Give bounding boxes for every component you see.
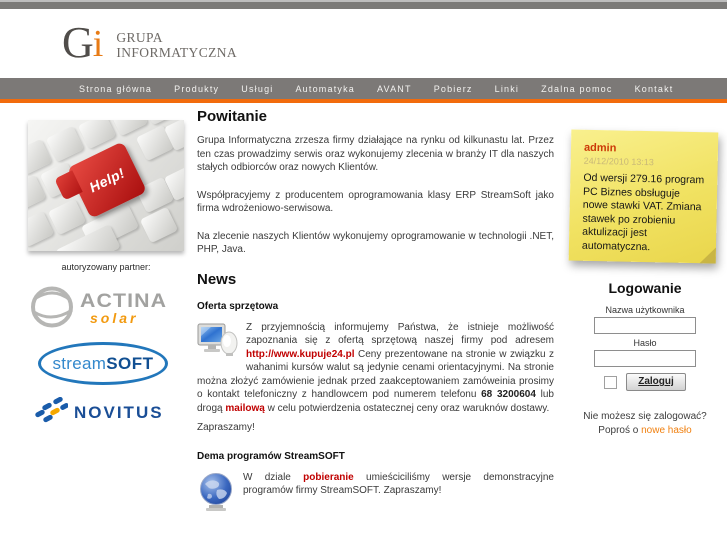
new-password-link[interactable]: nowe hasło	[641, 425, 692, 436]
news-item2-seg2: umieściciliśmy wersje demonstracyjne programów firmy StreamSOFT. Zapraszamy!	[243, 471, 554, 496]
news-item1-seg2: Ceny prezentowane na stronie w związku z wahanimi kursów walut są jedynie cenami orientacyjnymi. Na stronie można złożyć zamówienie jednak przed zaakceptowaniem zamóweinia prosimy o kontakt telefoniczny z handlowcem pod numerem telefonu	[197, 348, 554, 400]
partner-caption: autoryzowany partner:	[61, 262, 151, 272]
logo-line1: GRUPA	[116, 30, 163, 45]
novitus-name: NOVITUS	[74, 403, 164, 422]
login-button[interactable]: Zaloguj	[626, 373, 686, 391]
mail-link[interactable]: mailową	[225, 402, 265, 414]
logo-letter-g: G	[62, 18, 94, 67]
login-help	[565, 410, 725, 438]
username-input[interactable]	[594, 317, 696, 334]
nav-item-pobierz[interactable]: Pobierz	[433, 83, 473, 94]
main-nav	[0, 78, 727, 99]
computer-monitor-icon	[197, 322, 238, 367]
login-help-question: Nie możesz się zalogować?	[583, 411, 707, 422]
login-title: Logowanie	[608, 280, 682, 296]
actina-tagline: solar	[90, 310, 139, 326]
welcome-paragraph-2: Współpracyjemy z producentem oprogramowania klasy ERP StreamSoft jako firma wdrożeniowo-serwisowa.	[197, 189, 554, 214]
remember-me-checkbox[interactable]	[604, 376, 617, 389]
news-title: News	[197, 270, 237, 288]
welcome-paragraph-3: Na zlecenie naszych Klientów wykonujemy oprogramowanie w technologii .NET, PHP, Java.	[197, 230, 554, 255]
welcome-paragraph-1: Grupa Informatyczna zrzesza firmy działające na rynku od kilkunastu lat. Przez ten czas prowadzimy serwis oraz wykonujemy zlecenia w branży IT dla naszych stałych odbiorców oraz nowych Klientów.	[197, 135, 554, 173]
streamsoft-suffix: SOFT	[106, 353, 154, 373]
login-help-prefix: Poproś o	[598, 425, 642, 436]
note-date: 24/12/2010 13:13	[583, 155, 654, 168]
news-item2-seg1: W dziale	[243, 471, 304, 483]
main-content	[197, 108, 554, 525]
welcome-title: Powitanie	[197, 108, 268, 125]
nav-item-automatyka[interactable]: Automatyka	[295, 83, 356, 94]
note-body: Od wersji 279.16 program PC Biznes obsługuje nowe stawki VAT. Zmiana stawek po zrobieniu aktulizacji jest automatyczna.	[581, 171, 705, 253]
password-input[interactable]	[594, 350, 696, 367]
nav-item-zdalna-pomoc[interactable]: Zdalna pomoc	[541, 83, 613, 94]
keyboard-key	[46, 126, 84, 163]
actina-globe-icon	[30, 285, 76, 334]
password-label: Hasło	[633, 338, 657, 348]
news-item1-seg3: lub drogą	[197, 389, 554, 414]
news-item1-seg4: w celu potwierdzenia ostatecznej ceny oraz waruknów dostawy.	[264, 402, 550, 414]
news-item1-body	[197, 321, 554, 416]
actina-wordmark	[80, 291, 168, 326]
streamsoft-prefix: stream	[52, 353, 107, 373]
nav-item-uslugi[interactable]: Usługi	[241, 83, 274, 94]
note-author: admin	[583, 141, 617, 155]
news-item2-body	[197, 471, 554, 520]
top-strip	[0, 0, 727, 9]
novitus-birds-icon	[34, 397, 68, 430]
sticky-note	[569, 129, 719, 263]
pobieranie-link[interactable]: pobieranie	[303, 471, 354, 483]
partner-logo-actina-solar[interactable]	[30, 284, 184, 334]
logo-letter-i: i	[92, 23, 104, 65]
news-item2-title: Dema programów StreamSOFT	[197, 450, 345, 462]
actina-name: ACTINA	[80, 291, 168, 312]
news-item1-title: Oferta sprzętowa	[197, 300, 279, 312]
login-panel	[565, 280, 725, 438]
news-item1-closing: Zapraszamy!	[197, 422, 255, 433]
nav-item-linki[interactable]: Linki	[494, 83, 520, 94]
keyboard-key	[78, 120, 116, 149]
globe-icon	[197, 472, 235, 517]
username-label: Nazwa użytkownika	[605, 305, 685, 315]
partner-logo-streamsoft[interactable]	[38, 342, 168, 385]
orange-accent-line	[0, 99, 727, 103]
kupuje24-link[interactable]: http://www.kupuje24.pl	[246, 348, 355, 360]
nav-item-produkty[interactable]: Produkty	[174, 83, 220, 94]
header	[0, 9, 727, 78]
logo-wordmark	[116, 21, 237, 60]
help-keyboard-photo	[28, 120, 184, 251]
company-logo[interactable]	[62, 18, 238, 67]
keyboard-key	[48, 199, 86, 236]
nav-item-strona-glowna[interactable]: Strona główna	[79, 83, 153, 94]
nav-item-avant[interactable]: AVANT	[377, 83, 412, 94]
partner-logo-novitus[interactable]	[34, 398, 184, 428]
help-key-label: Help!	[86, 164, 128, 196]
nav-item-kontakt[interactable]: Kontakt	[634, 83, 674, 94]
news-item1-seg1: Z przyjemnością informujemy Państwa, że istnieje możliwość zapoznania się z ofertą sprzętową naszej firmy pod adresem	[246, 321, 554, 346]
keyboard-key	[140, 207, 178, 244]
logo-line2: INFORMATYCZNA	[116, 45, 238, 60]
phone-number: 68 3200604	[481, 389, 536, 400]
